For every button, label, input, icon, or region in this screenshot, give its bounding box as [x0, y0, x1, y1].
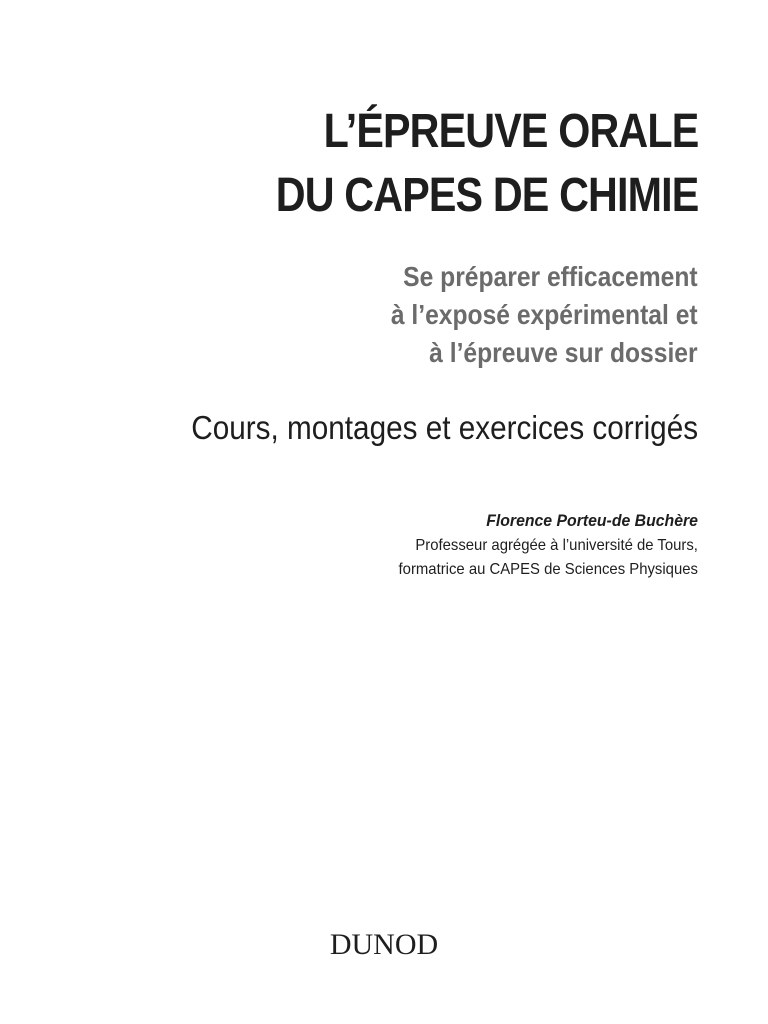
book-subtitle	[349, 258, 698, 372]
author-role-line-1: Professeur agrégée à l’université de Tours,	[415, 537, 698, 554]
book-subtitle-line-1: Se préparer efficacement	[403, 261, 698, 292]
author-name: Florence Porteu-de Buchère	[486, 511, 698, 530]
book-title	[207, 100, 698, 228]
author-info	[376, 508, 698, 582]
book-title-line-2: DU CAPES DE CHIMIE	[275, 169, 698, 222]
book-title-line-1: L’ÉPREUVE ORALE	[323, 105, 698, 158]
book-subtitle-line-3: à l’épreuve sur dossier	[429, 337, 698, 368]
book-tagline: Cours, montages et exercices corrigés	[191, 409, 698, 446]
book-subtitle-line-2: à l’exposé expérimental et	[391, 299, 698, 330]
author-role-line-2: formatrice au CAPES de Sciences Physiques	[398, 561, 698, 578]
publisher-logo: DUNOD	[329, 928, 439, 961]
